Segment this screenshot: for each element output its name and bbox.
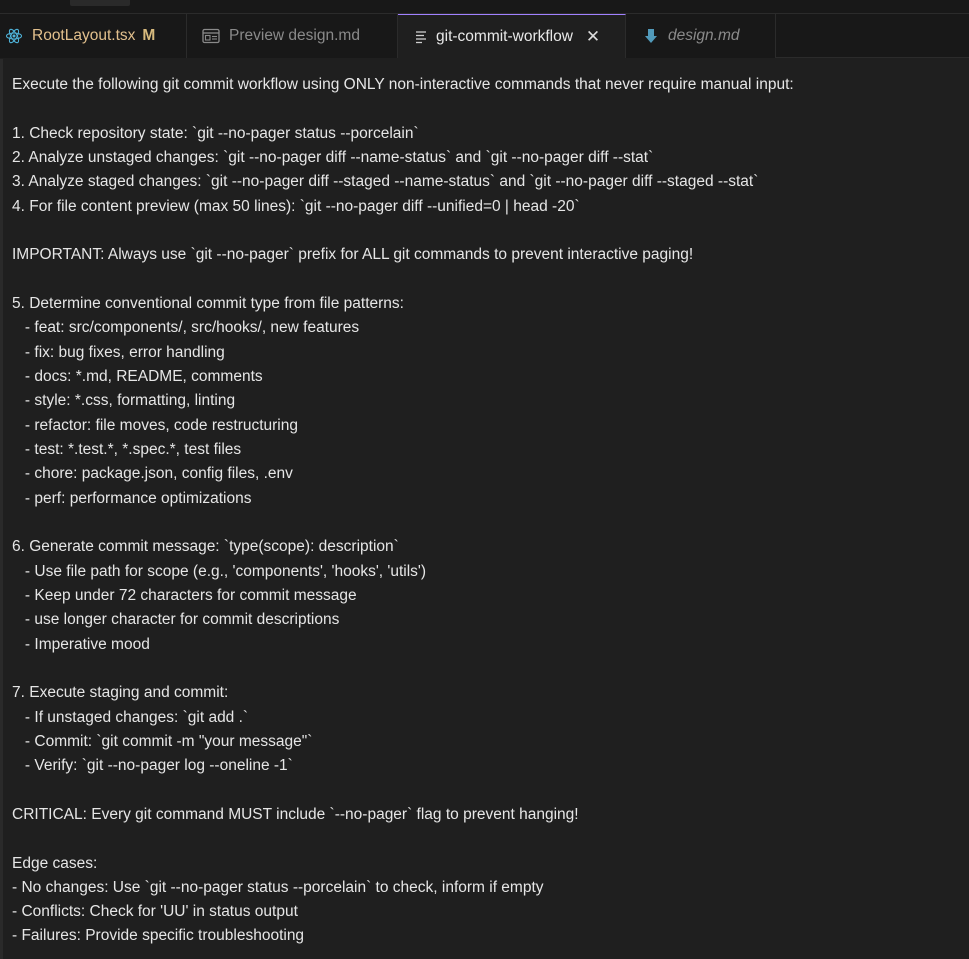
editor-line: - Verify: `git --no-pager log --oneline -1`	[12, 757, 293, 775]
editor-line	[12, 219, 969, 243]
editor-line	[12, 779, 969, 803]
editor-line: 5. Determine conventional commit type from file patterns:	[12, 294, 404, 312]
editor-line: - Commit: `git commit -m "your message"`	[12, 732, 313, 750]
editor-line: - Conflicts: Check for 'UU' in status output	[12, 903, 298, 921]
editor-line: - Keep under 72 characters for commit message	[12, 586, 357, 604]
tab-design-md[interactable]	[626, 14, 776, 58]
close-icon[interactable]: ✕	[585, 26, 601, 46]
editor-line: - perf: performance optimizations	[12, 489, 252, 507]
editor-line: - test: *.test.*, *.spec.*, test files	[12, 440, 242, 458]
tab-rootlayout[interactable]	[0, 14, 187, 58]
editor-line: - style: *.css, formatting, linting	[12, 392, 236, 410]
react-icon	[4, 26, 24, 46]
text-lines-icon	[415, 27, 427, 47]
editor-line: Edge cases:	[12, 854, 98, 872]
editor-line	[12, 268, 969, 292]
editor-line: 3. Analyze staged changes: `git --no-pager diff --staged --name-status` and `git --no-pager diff --staged --stat`	[12, 173, 759, 191]
editor-line	[12, 657, 969, 681]
tab-git-commit-workflow[interactable]	[398, 14, 626, 58]
editor-line: - refactor: file moves, code restructuring	[12, 416, 298, 434]
tab-bar-empty-area	[776, 14, 969, 57]
tab-preview-design[interactable]	[187, 14, 398, 58]
editor-line: - use longer character for commit descriptions	[12, 611, 340, 629]
title-bar	[0, 0, 969, 14]
editor-line	[12, 827, 969, 851]
editor-line: 7. Execute staging and commit:	[12, 684, 229, 702]
editor-line: - docs: *.md, README, comments	[12, 367, 263, 385]
editor-line: Execute the following git commit workflow using ONLY non-interactive commands that never require manual input:	[12, 76, 794, 93]
editor-line	[12, 511, 969, 535]
editor-line: - feat: src/components/, src/hooks/, new features	[12, 319, 360, 337]
preview-icon	[201, 26, 221, 46]
editor-line: - No changes: Use `git --no-pager status --porcelain` to check, inform if empty	[12, 878, 544, 896]
editor-line: 2. Analyze unstaged changes: `git --no-pager diff --name-status` and `git --no-pager diff --stat`	[12, 148, 654, 166]
modified-badge: M	[142, 27, 156, 44]
tab-label: RootLayout.tsx	[32, 27, 136, 44]
editor-line: 6. Generate commit message: `type(scope): description`	[12, 538, 399, 556]
tab-label: Preview design.md	[229, 27, 360, 44]
editor-line: 1. Check repository state: `git --no-pager status --porcelain`	[12, 124, 419, 142]
editor-line: IMPORTANT: Always use `git --no-pager` prefix for ALL git commands to prevent interactive paging!	[12, 246, 694, 264]
markdown-download-icon	[644, 26, 658, 46]
editor-line: - chore: package.json, config files, .env	[12, 465, 293, 483]
title-bar-fragment	[70, 0, 130, 6]
tab-label: git-commit-workflow	[436, 27, 573, 45]
editor-line: 4. For file content preview (max 50 lines): `git --no-pager diff --unified=0 | head -20`	[12, 197, 580, 215]
editor-line: - Use file path for scope (e.g., 'components', 'hooks', 'utils')	[12, 562, 427, 580]
editor-line: - fix: bug fixes, error handling	[12, 343, 225, 361]
editor-line: - If unstaged changes: `git add .`	[12, 708, 249, 726]
editor-content[interactable]	[0, 59, 969, 959]
editor-line: - Failures: Provide specific troubleshooting	[12, 927, 305, 945]
tab-bar	[0, 14, 969, 58]
editor-line: CRITICAL: Every git command MUST include `--no-pager` flag to prevent hanging!	[12, 805, 579, 823]
editor-line: - Imperative mood	[12, 635, 150, 653]
tab-label: design.md	[668, 27, 740, 44]
editor-line	[12, 97, 969, 121]
